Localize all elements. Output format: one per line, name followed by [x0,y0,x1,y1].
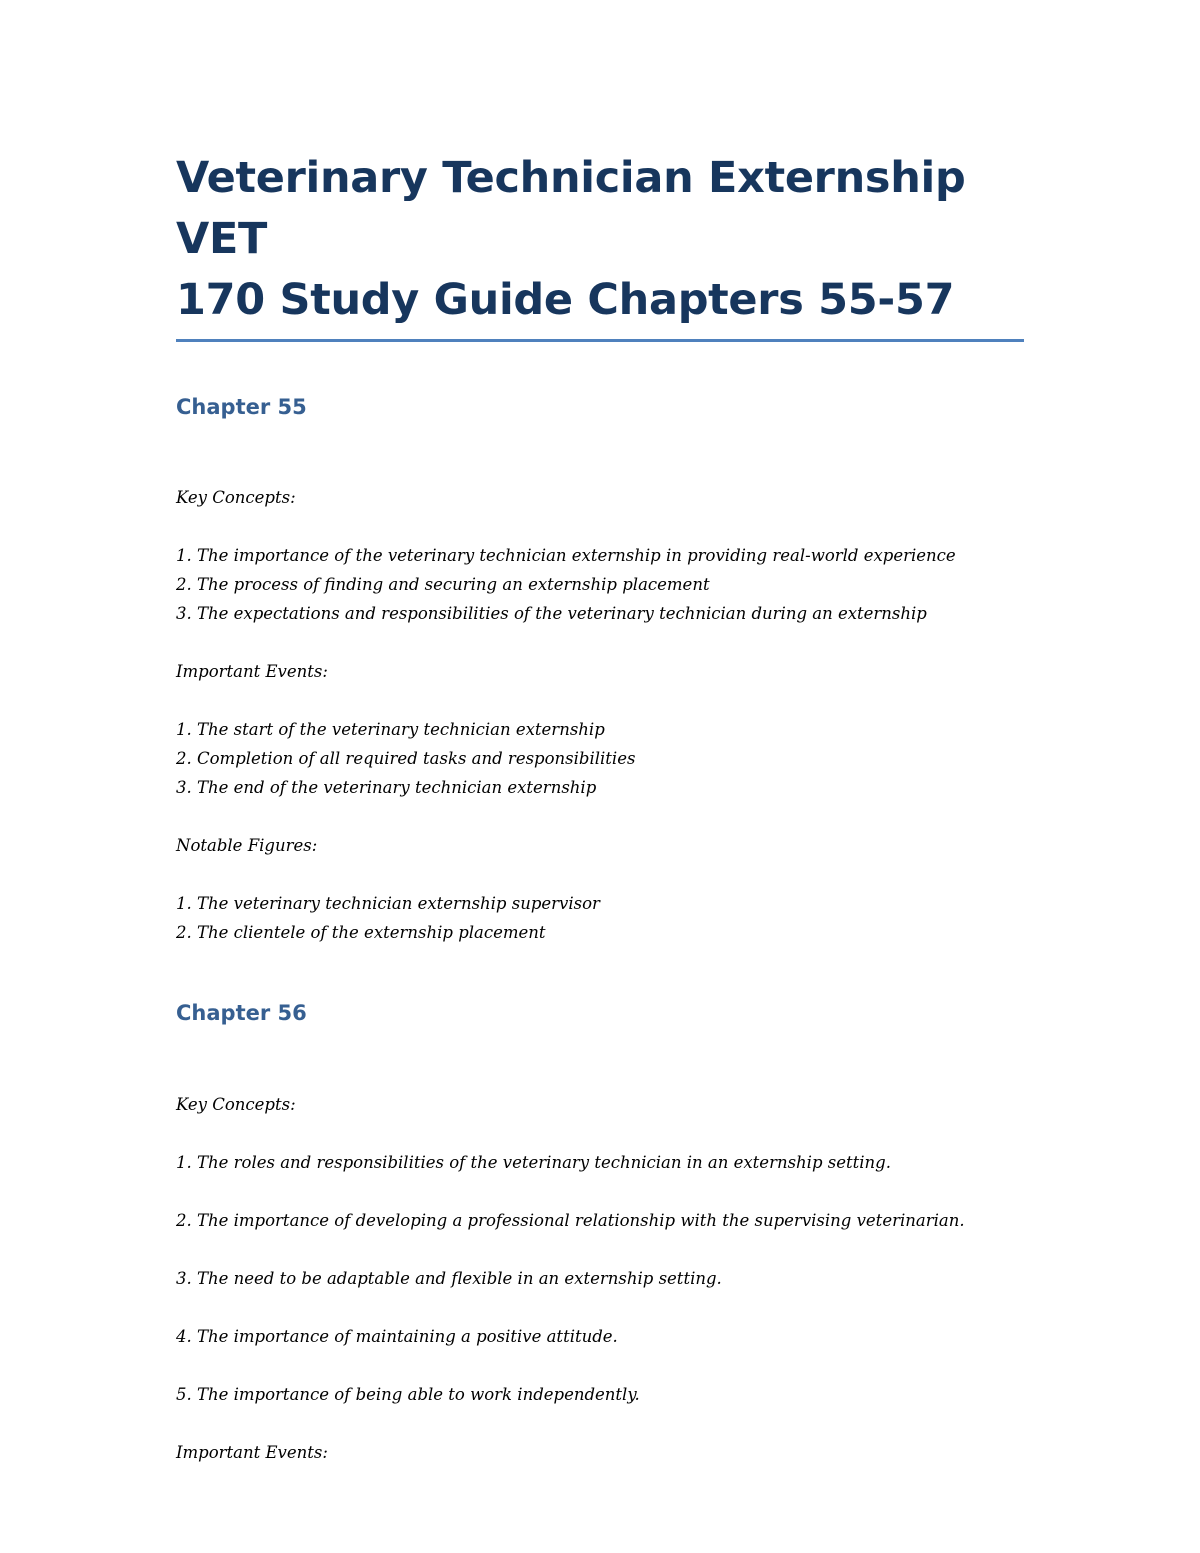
ch55-important-events-list [176,715,1024,802]
ch55-notable-figures-list [176,889,1024,947]
ch55-key-concepts-list [176,541,1024,628]
list-item: 3. The end of the veterinary technician externship [176,778,597,797]
ch56-key-concepts-label: Key Concepts: [176,1095,296,1114]
document-body [176,148,1024,1467]
list-item: 2. The process of finding and securing an externship placement [176,575,710,594]
list-item: 3. The expectations and responsibilities of the veterinary technician during an externship [176,604,927,623]
list-item: 1. The roles and responsibilities of the veterinary technician in an externship setting. [176,1153,891,1172]
title-line-1: Veterinary Technician Externship VET [176,153,966,264]
chapter-56-section [176,1090,1024,1467]
list-item: 5. The importance of being able to work independently. [176,1385,640,1404]
ch56-key-concepts-list [176,1148,1024,1409]
list-item: 2. Completion of all required tasks and responsibilities [176,749,636,768]
document-title [176,148,1024,331]
ch55-key-concepts-label: Key Concepts: [176,488,296,507]
list-item: 2. The importance of developing a professional relationship with the supervising veterinarian. [176,1211,965,1230]
list-item: 2. The clientele of the externship placement [176,923,546,942]
list-item: 1. The importance of the veterinary technician externship in providing real-world experience [176,546,956,565]
chapter-55-section [176,483,1024,947]
chapter-55-heading: Chapter 55 [176,395,307,419]
title-line-2: 170 Study Guide Chapters 55-57 [176,275,955,325]
title-underline [176,339,1024,342]
ch56-important-events-label: Important Events: [176,1443,328,1462]
ch55-important-events-label: Important Events: [176,662,328,681]
list-item: 3. The need to be adaptable and flexible in an externship setting. [176,1269,722,1288]
list-item: 1. The start of the veterinary technician externship [176,720,605,739]
chapter-56-heading: Chapter 56 [176,1001,307,1025]
list-item: 1. The veterinary technician externship supervisor [176,894,600,913]
ch55-notable-figures-label: Notable Figures: [176,836,318,855]
list-item: 4. The importance of maintaining a positive attitude. [176,1327,618,1346]
